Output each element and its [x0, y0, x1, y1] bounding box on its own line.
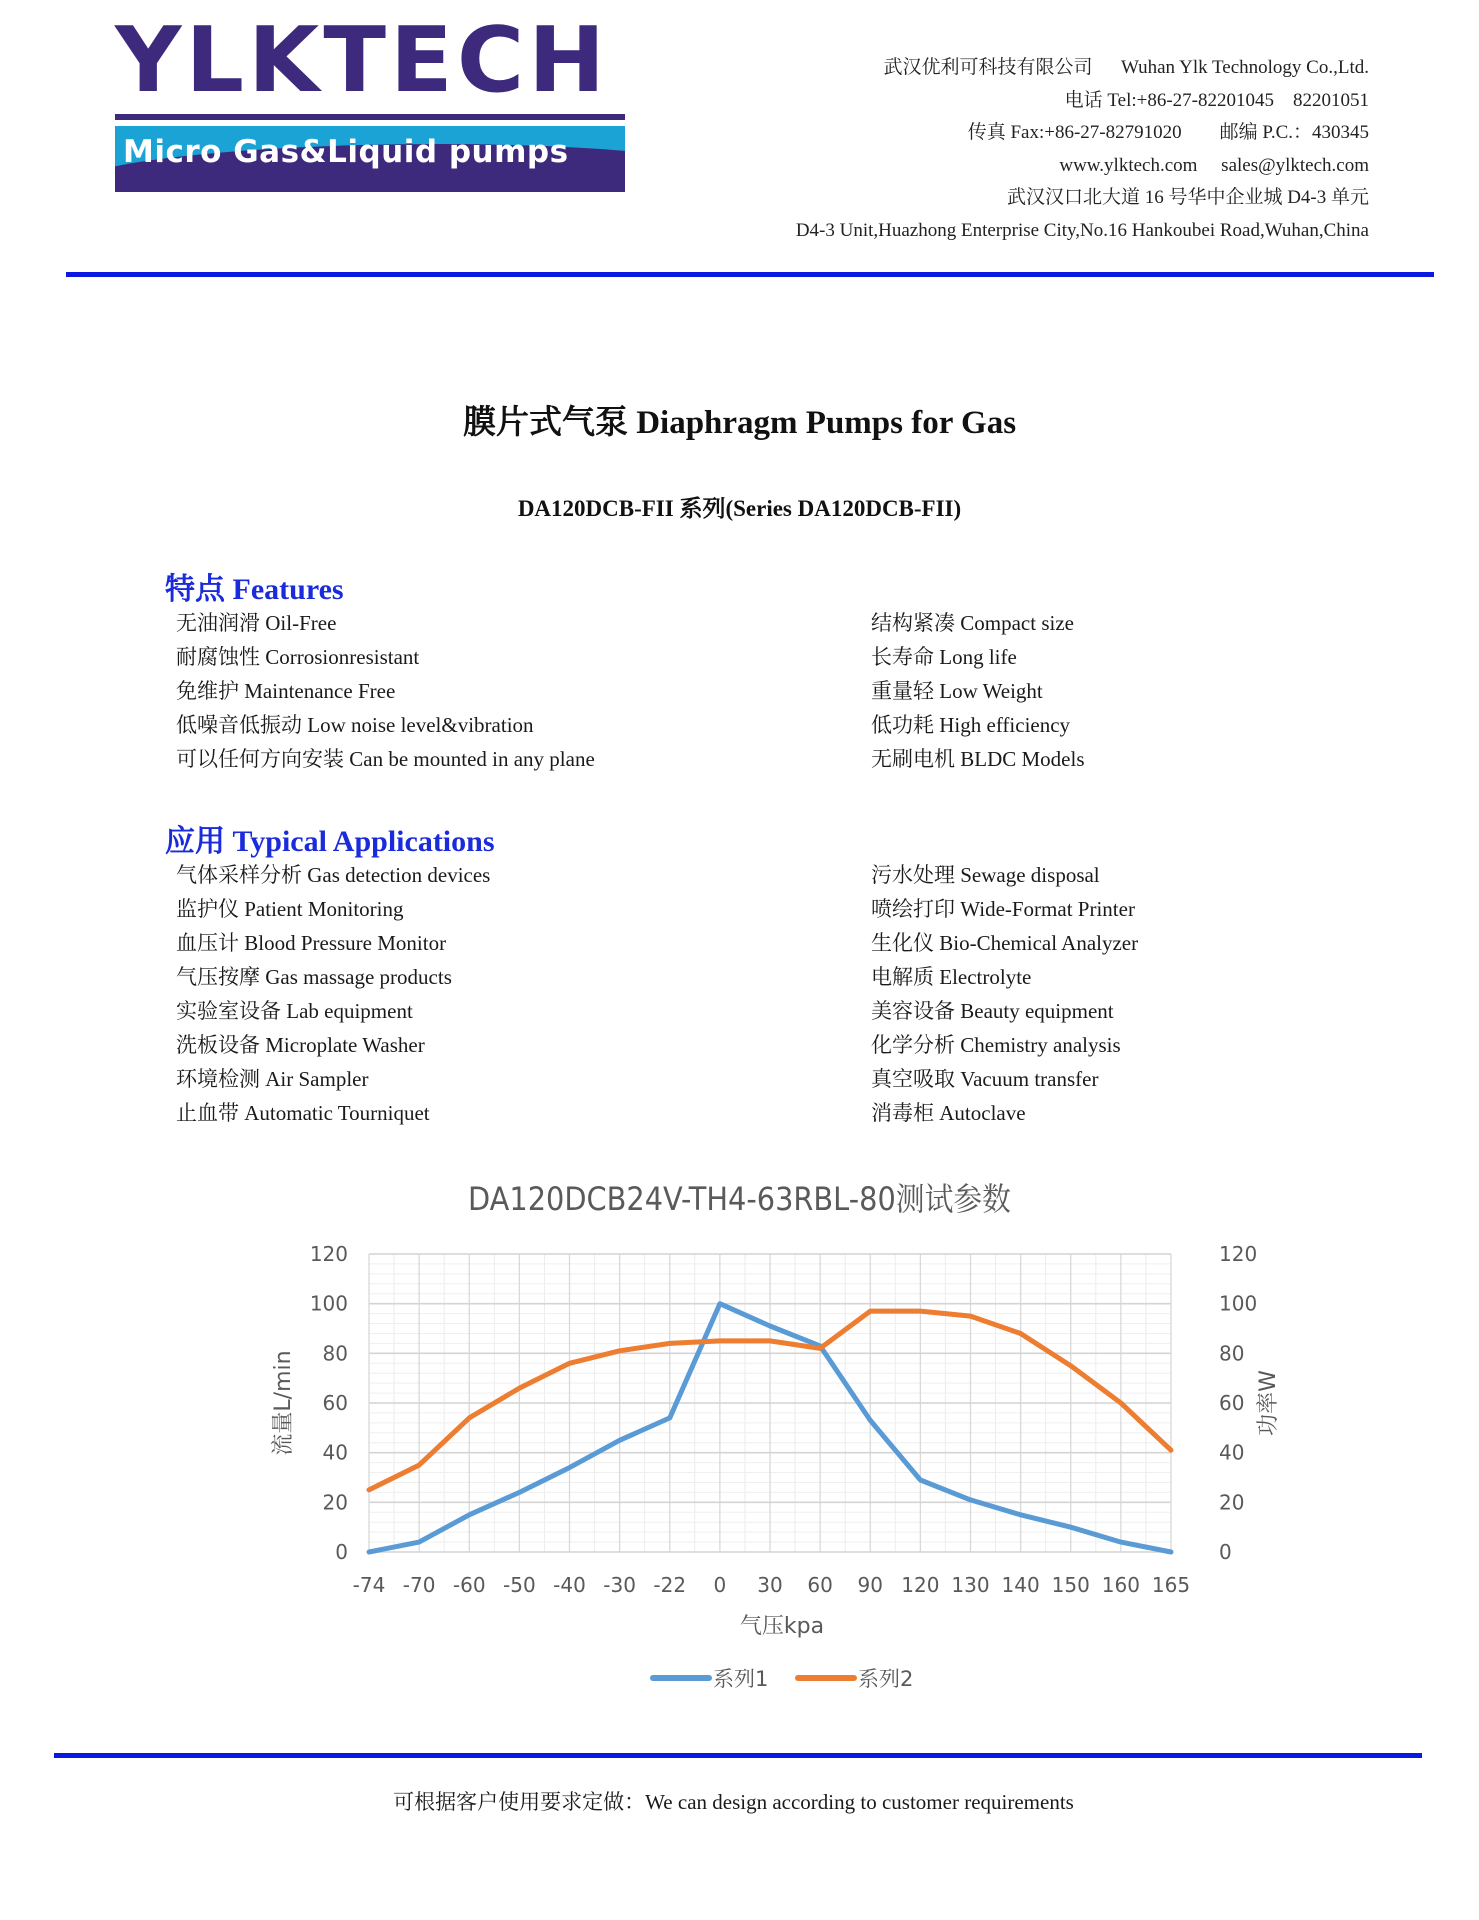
company-name: 武汉优利可科技有限公司 Wuhan Ylk Technology Co.,Ltd.	[883, 57, 1369, 78]
y-tick-label: 80	[322, 1341, 348, 1366]
logo-band	[115, 126, 625, 192]
web-email[interactable]: www.ylktech.com sales@ylktech.com	[1059, 154, 1369, 176]
logo-tagline: Micro Gas&Liquid pumps	[123, 134, 569, 170]
y2-tick-label: 80	[1219, 1341, 1245, 1366]
x-tick-label: -60	[452, 1573, 486, 1597]
list-item: 消毒柜 Autoclave	[871, 1101, 1026, 1125]
logo-wordmark: YLKTECH	[115, 8, 610, 113]
y2-tick-label: 0	[1219, 1540, 1232, 1564]
x-tick-label: -50	[503, 1573, 536, 1597]
phone: 电话 Tel:+86-27-82201045 82201051	[1064, 89, 1369, 111]
list-item: 无刷电机 BLDC Models	[871, 747, 1085, 771]
list-item: 低功耗 High efficiency	[871, 713, 1071, 737]
chart-title: DA120DCB24V-TH4-63RBL-80测试参数	[468, 1180, 1011, 1218]
list-item: 气体采样分析 Gas detection devices	[176, 863, 491, 887]
list-item: 实验室设备 Lab equipment	[176, 999, 413, 1023]
x-tick-label: 160	[1101, 1573, 1140, 1597]
x-tick-label: 120	[901, 1573, 940, 1597]
list-item: 重量轻 Low Weight	[871, 679, 1043, 703]
performance-chart	[0, 1230, 1479, 1710]
x-tick-label: -40	[553, 1573, 586, 1597]
x-tick-label: -70	[402, 1573, 436, 1597]
x-tick-label: 0	[713, 1573, 727, 1597]
x-tick-label: 30	[757, 1573, 783, 1597]
logo-rule	[115, 114, 625, 120]
applications-heading: 应用 Typical Applications	[165, 825, 495, 858]
y-tick-label: 100	[309, 1291, 348, 1316]
y-tick-label: 20	[322, 1490, 348, 1515]
company-logo	[115, 8, 625, 172]
y-tick-label: 40	[322, 1440, 348, 1465]
list-item: 监护仪 Patient Monitoring	[176, 897, 404, 921]
footer-note: 可根据客户使用要求定做：We can design according to customer requirements	[393, 1790, 1074, 1814]
features-right-list	[871, 606, 1085, 776]
features-left-list	[176, 606, 595, 776]
list-item: 低噪音低振动 Low noise level&vibration	[176, 713, 534, 737]
x-tick-label: 90	[857, 1573, 883, 1597]
x-axis-title: 气压kpa	[739, 1614, 825, 1639]
header-divider	[66, 272, 1434, 277]
page-title: 膜片式气泵 Diaphragm Pumps for Gas	[462, 405, 1017, 441]
list-item: 血压计 Blood Pressure Monitor	[176, 931, 447, 955]
list-item: 气压按摩 Gas massage products	[176, 965, 452, 989]
y2-tick-label: 20	[1219, 1490, 1245, 1515]
list-item: 结构紧凑 Compact size	[871, 611, 1074, 635]
list-item: 环境检测 Air Sampler	[176, 1067, 369, 1091]
y-tick-label: 0	[335, 1540, 348, 1564]
x-tick-label: 150	[1051, 1573, 1090, 1597]
list-item: 耐腐蚀性 Corrosionresistant	[176, 645, 420, 669]
list-item: 止血带 Automatic Tourniquet	[176, 1101, 430, 1125]
list-item: 长寿命 Long life	[871, 645, 1017, 669]
x-tick-label: -22	[653, 1573, 687, 1597]
x-tick-label: 60	[807, 1573, 833, 1597]
y2-tick-label: 60	[1219, 1391, 1245, 1415]
x-tick-label: 165	[1151, 1573, 1191, 1597]
list-item: 真空吸取 Vacuum transfer	[871, 1067, 1099, 1091]
contact-block	[569, 52, 1369, 248]
address-cn: 武汉汉口北大道 16 号华中企业城 D4-3 单元	[1006, 187, 1369, 209]
list-item: 电解质 Electrolyte	[871, 965, 1032, 989]
y2-axis-title: 功率W	[1256, 1370, 1281, 1436]
footer-divider	[54, 1753, 1422, 1758]
list-item: 可以任何方向安装 Can be mounted in any plane	[176, 747, 595, 771]
list-item: 美容设备 Beauty equipment	[871, 999, 1114, 1023]
y2-tick-label: 120	[1219, 1242, 1258, 1266]
list-item: 免维护 Maintenance Free	[176, 679, 396, 703]
x-tick-label: -74	[352, 1573, 386, 1597]
x-tick-label: -30	[603, 1573, 636, 1597]
x-tick-label: 140	[1001, 1573, 1040, 1597]
features-heading: 特点 Features	[165, 573, 344, 606]
y-axis-title: 流量L/min	[271, 1350, 296, 1456]
y-tick-label: 120	[309, 1242, 348, 1266]
y-tick-label: 60	[322, 1391, 348, 1415]
x-tick-label: 130	[951, 1573, 990, 1597]
applications-right-list	[871, 858, 1138, 1130]
applications-left-list	[176, 858, 490, 1130]
address-en: D4-3 Unit,Huazhong Enterprise City,No.16 Hankoubei Road,Wuhan,China	[795, 219, 1369, 241]
list-item: 喷绘打印 Wide-Format Printer	[871, 897, 1135, 921]
y2-tick-label: 40	[1219, 1440, 1245, 1465]
legend-label: 系列1	[713, 1667, 769, 1691]
fax-postcode: 传真 Fax:+86-27-82791020 邮编 P.C.：430345	[967, 122, 1369, 144]
list-item: 生化仪 Bio-Chemical Analyzer	[871, 931, 1139, 955]
list-item: 洗板设备 Microplate Washer	[176, 1033, 425, 1057]
list-item: 污水处理 Sewage disposal	[871, 863, 1100, 887]
series-subtitle: DA120DCB-FII 系列(Series DA120DCB-FII)	[517, 496, 962, 521]
legend-label: 系列2	[858, 1667, 914, 1691]
y2-tick-label: 100	[1219, 1291, 1258, 1316]
list-item: 化学分析 Chemistry analysis	[871, 1033, 1121, 1057]
list-item: 无油润滑 Oil-Free	[176, 611, 337, 635]
